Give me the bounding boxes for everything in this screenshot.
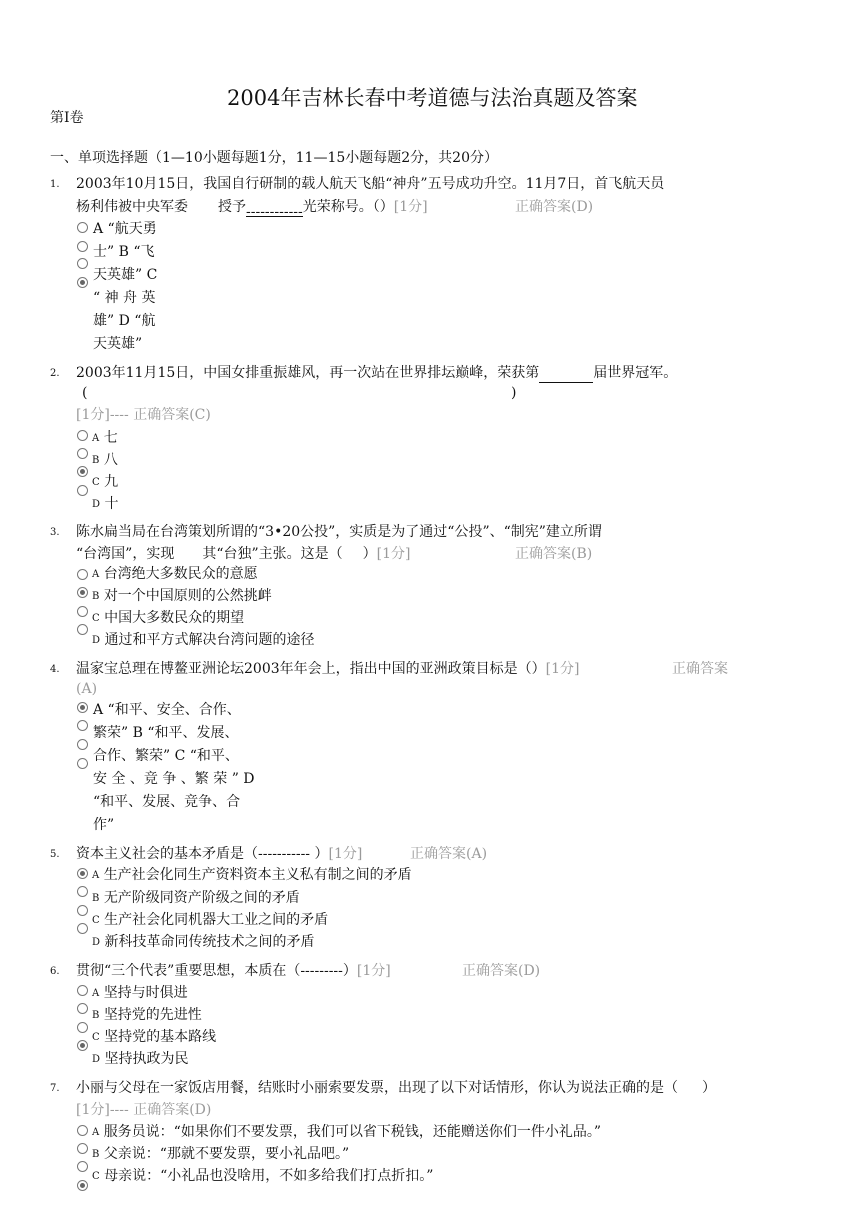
score-label: [1分]	[356, 963, 391, 979]
option-b: B 坚持党的先进性	[92, 1007, 202, 1023]
option-a-radio[interactable]	[77, 702, 88, 713]
question-number: 3.	[50, 527, 60, 538]
option-text-line: 安 全 、竞 争 、繁 荣 ” D	[93, 771, 255, 787]
score-label: [1分]	[545, 661, 580, 677]
question-number: 6.	[50, 966, 60, 977]
option-d-radio[interactable]	[77, 758, 88, 769]
score-label: [1分]	[393, 199, 428, 215]
option-a: A 坚持与时俱进	[92, 985, 188, 1001]
option-a: A 台湾绝大多数民众的意愿	[92, 566, 258, 582]
option-text-line: 雄” D “航	[93, 313, 156, 329]
option-d-radio[interactable]	[77, 1180, 88, 1191]
question-text: 2003年11月15日，中国女排重振雄风，再一次站在世界排坛巅峰，荣获第 届世界冠军。	[76, 365, 678, 381]
correct-answer-label: 正确答案	[672, 661, 728, 677]
question-number: 7.	[50, 1083, 60, 1094]
correct-answer-label: 正确答案(A)	[410, 846, 488, 862]
question-number: 2.	[50, 368, 60, 379]
correct-answer-label: 正确答案(B)	[515, 546, 593, 562]
option-c-radio[interactable]	[77, 606, 88, 617]
option-a-radio[interactable]	[77, 985, 88, 996]
option-c: C 中国大多数民众的期望	[92, 610, 245, 626]
question-text: 小丽与父母在一家饭店用餐，结账时小丽索要发票，出现了以下对话情形，你认为说法正确的是（ ）	[76, 1080, 716, 1096]
answer-blank: ------------	[246, 204, 303, 220]
option-text-line: 天英雄” C	[93, 267, 158, 283]
option-d-radio[interactable]	[77, 1040, 88, 1051]
option-c-radio[interactable]	[77, 258, 88, 269]
question-number: 1.	[50, 179, 60, 190]
option-a-radio[interactable]	[77, 1125, 88, 1136]
option-text-line: A “航天勇	[93, 221, 157, 237]
option-c-radio[interactable]	[77, 1161, 88, 1172]
paren-open: (	[82, 385, 88, 401]
option-c: C 九	[92, 474, 119, 490]
question-text: 温家宝总理在博鳌亚洲论坛2003年年会上，指出中国的亚洲政策目标是（）[1分]	[76, 661, 580, 677]
score-answer-label: [1分]---- 正确答案(C)	[76, 407, 211, 423]
question-text: 陈水扁当局在台湾策划所谓的“3•20公投”，实质是为了通过“公投”、“制宪”建立所谓	[76, 524, 602, 540]
volume-label: 第I卷	[50, 110, 84, 126]
option-b-radio[interactable]	[77, 448, 88, 459]
option-c-radio[interactable]	[77, 739, 88, 750]
option-c-radio[interactable]	[77, 466, 88, 477]
option-d-radio[interactable]	[77, 485, 88, 496]
option-text-line: 天英雄”	[93, 336, 143, 352]
option-b: B 对一个中国原则的公然挑衅	[92, 588, 272, 604]
option-c: C 母亲说：“小礼品也没啥用，不如多给我们打点折扣。”	[92, 1168, 434, 1184]
question-number: 4.	[50, 664, 60, 675]
option-text-line: 士” B “飞	[93, 244, 155, 260]
option-b-radio[interactable]	[77, 886, 88, 897]
option-d-radio[interactable]	[77, 923, 88, 934]
paren-close: )	[511, 385, 517, 401]
option-d-radio[interactable]	[77, 277, 88, 288]
option-b: B 无产阶级同资产阶级之间的矛盾	[92, 890, 300, 906]
option-d: D 十	[92, 496, 119, 512]
option-a-radio[interactable]	[77, 222, 88, 233]
option-d: D 新科技革命同传统技术之间的矛盾	[92, 934, 315, 950]
option-d: D 坚持执政为民	[92, 1051, 189, 1067]
option-text-line: 繁荣” B “和平、发展、	[93, 725, 239, 741]
option-b-radio[interactable]	[77, 720, 88, 731]
option-c: C 坚持党的基本路线	[92, 1029, 217, 1045]
correct-answer-label: 正确答案(D)	[462, 963, 541, 979]
score-label: [1分]	[376, 546, 411, 562]
option-a: A 服务员说：“如果你们不要发票，我们可以省下税钱，还能赠送你们一件小礼品。”	[92, 1124, 601, 1140]
option-b-radio[interactable]	[77, 1143, 88, 1154]
option-b-radio[interactable]	[77, 241, 88, 252]
option-text-line: “ 神 舟 英	[93, 290, 156, 306]
option-a: A 七	[92, 430, 118, 446]
score-answer-label: [1分]---- 正确答案(D)	[76, 1102, 212, 1118]
section-heading: 一、单项选择题（1—10小题每题1分，11—15小题每题2分，共20分）	[50, 150, 498, 166]
option-c-radio[interactable]	[77, 1022, 88, 1033]
option-a-radio[interactable]	[77, 569, 88, 580]
option-a-radio[interactable]	[77, 868, 88, 879]
score-label: [1分]	[328, 846, 363, 862]
question-text-line2: “台湾国”，实现 其“台独”主张。这是（ ）[1分]	[76, 546, 411, 562]
option-a-radio[interactable]	[77, 430, 88, 441]
option-d: D 通过和平方式解决台湾问题的途径	[92, 632, 315, 648]
option-a: A 生产社会化同生产资料资本主义私有制之间的矛盾	[92, 867, 412, 883]
correct-answer-letter: (A)	[76, 681, 98, 697]
option-text-line: A “和平、安全、合作、	[93, 702, 241, 718]
question-text: 2003年10月15日，我国自行研制的载人航天飞船“神舟”五号成功升空。11月7日，首飞航天员	[76, 176, 665, 192]
option-text-line: 合作、繁荣” C “和平、	[93, 748, 239, 764]
question-text: 资本主义社会的基本矛盾是（----------- ）[1分]	[76, 846, 363, 862]
option-b-radio[interactable]	[77, 587, 88, 598]
question-text-line2: 杨利伟被中央军委 授予------------光荣称号。（）[1分]	[76, 199, 428, 220]
document-title: 2004年吉林长春中考道德与法治真题及答案	[227, 86, 638, 110]
option-text-line: “和平、发展、竞争、合	[93, 794, 241, 810]
option-text-line: 作”	[93, 817, 115, 833]
option-c-radio[interactable]	[77, 905, 88, 916]
correct-answer-label: 正确答案(D)	[515, 199, 594, 215]
option-d-radio[interactable]	[77, 624, 88, 635]
option-b: B 八	[92, 452, 118, 468]
question-number: 5.	[50, 849, 60, 860]
answer-blank	[539, 368, 593, 383]
question-text: 贯彻“三个代表”重要思想，本质在（---------）[1分]	[76, 963, 391, 979]
option-b-radio[interactable]	[77, 1003, 88, 1014]
option-b: B 父亲说：“那就不要发票，要小礼品吧。”	[92, 1146, 350, 1162]
option-c: C 生产社会化同机器大工业之间的矛盾	[92, 912, 329, 928]
